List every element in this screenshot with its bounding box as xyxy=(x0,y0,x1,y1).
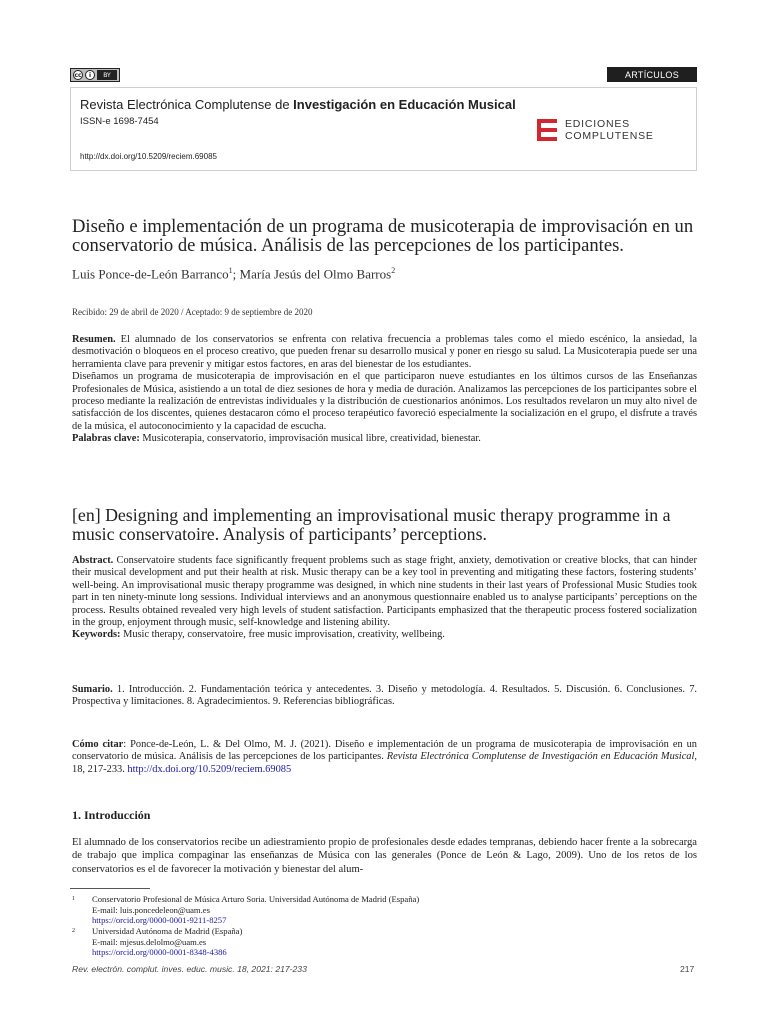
publisher-logo-icon xyxy=(537,119,557,141)
author-1: Luis Ponce-de-León Barranco xyxy=(72,266,229,282)
keywords-en: Keywords: Music therapy, conservatoire, free music improvisation, creativity, wellbeing. xyxy=(72,629,445,641)
author-1-footnote-mark[interactable]: 1 xyxy=(228,266,233,275)
abstract-en xyxy=(72,555,697,642)
cc-icon: cc xyxy=(74,71,82,79)
footnote-2-affiliation: Universidad Autónoma de Madrid (España) xyxy=(92,926,243,936)
cite-doi-link[interactable]: http://dx.doi.org/10.5209/reciem.69085 xyxy=(127,763,292,775)
article-authors: Luis Ponce-de-León Barranco$^1$; María Jesús del Olmo Barros$^2$ xyxy=(72,266,396,282)
footnote-1: 1 Conservatorio Profesional de Música Arturo Soria. Universidad Autónoma de Madrid (España) E-mail: luis.poncedeleon@uam.es https://orcid.org/0000-0001-9211-8257 xyxy=(72,894,420,926)
footer-citation: Rev. electrón. complut. inves. educ. music. 18, 2021: 217-233 xyxy=(72,964,307,974)
author-2: María Jesús del Olmo Barros xyxy=(239,266,392,282)
section-tag: ARTÍCULOS xyxy=(607,67,697,82)
footnote-2-email: E-mail: mjesus.delolmo@uam.es xyxy=(92,936,207,947)
page-number: 217 xyxy=(680,964,695,974)
journal-name: Revista Electrónica Complutense de Investigación en Educación Musical xyxy=(80,97,516,112)
footnote-1-orcid-link[interactable]: https://orcid.org/0000-0001-9211-8257 xyxy=(92,915,227,926)
intro-paragraph: El alumnado de los conservatorios recibe un adiestramiento propio de profesionales desde edades tempranas, debiendo hacer frente a la sobrecarga de trabajo que implica compaginar las enseñanzas de Música con las generales (Ponce de León & Lago, 2009). Uno de los retos de los conservatorios es el de favorecer la motivación y bienestar del alum- xyxy=(72,837,697,875)
article-title-es: Diseño e implementación de un programa de musicoterapia de improvisación en un conservatorio de música. Análisis de las percepciones de los participantes. xyxy=(72,216,694,256)
article-doi[interactable]: http://dx.doi.org/10.5209/reciem.69085 xyxy=(80,152,217,161)
author-2-footnote-mark[interactable]: 2 xyxy=(391,266,396,275)
license-type: BY xyxy=(97,70,117,80)
journal-header xyxy=(70,87,697,171)
keywords-es: Palabras clave: Musicoterapia, conservatorio, improvisación musical libre, creatividad, bienestar. xyxy=(72,433,481,445)
journal-issn: ISSN-e 1698-7454 xyxy=(80,116,159,127)
received-dates: Recibido: 29 de abril de 2020 / Aceptado: 9 de septiembre de 2020 xyxy=(72,307,313,317)
footnote-divider xyxy=(70,888,150,889)
footnote-2-orcid-link[interactable]: https://orcid.org/0000-0001-8348-4386 xyxy=(92,947,227,958)
publisher-name: EDICIONES COMPLUTENSE xyxy=(565,118,654,142)
resumen-paragraph-2: Diseñamos un programa de musicoterapia de improvisación en el que participaron nueve estudiantes en los últimos cursos de las Enseñanzas Profesionales de Música, asistiendo a un total de diez sesiones de hora y media de duración. Analizamos las percepciones de los participantes sobre el proceso mediante la realización de entrevistas individuales y la distribución de cuestionarios anónimos. Los resultados revelaron un muy alto nivel de satisfacción de los discentes, quienes destacaron cómo el proceso terapéutico favoreció especialmente la socialización en el grupo, el disfrute a través de la música, el autoconocimiento y la capacidad de escucha. xyxy=(72,371,697,432)
article-title-en: [en] Designing and implementing an improvisational music therapy programme in a music conservatoire. Analysis of participants’ perceptions. xyxy=(72,505,671,545)
abstract-es xyxy=(72,334,697,446)
resumen-paragraph-1: Resumen. El alumnado de los conservatorios se enfrenta con relativa frecuencia a problemas tales como el miedo escénico, la ansiedad, la desmotivación o bloqueos en el proceso creativo, que pueden frenar su desarrollo musical y poner en riesgo su salud. La Musicoterapia puede ser una herramienta clave para prevenir y mitigar estos factores, en aras del bienestar de los estudiantes. xyxy=(72,334,697,370)
footnote-2: 2 Universidad Autónoma de Madrid (España) E-mail: mjesus.delolmo@uam.es https://orcid.org/0000-0001-8348-4386 xyxy=(72,926,243,958)
section-heading: 1. Introducción xyxy=(72,808,151,822)
cc-license-badge[interactable] xyxy=(70,68,120,82)
abstract-paragraph: Abstract. Conservatoire students face significantly frequent problems such as stage fright, anxiety, demotivation or creative blocks, that can hinder their musical development and put their health at risk. Music therapy can be a key tool in preventing and mitigating these factors, fostering students’ well-being. An improvisational music therapy programme was designed, in which nine students in their last years of Professional Music Studies took part in ten ninety-minute long sessions. Individual interviews and an anonymous questionnaire enabled us to analyse participants’ perceptions on the process. Results obtained revealed very high levels of student satisfaction. Participants emphasized that the therapeutic process fostered socialization in the group, enjoyment through music, self-knowledge and listening ability. xyxy=(72,555,697,629)
attribution-icon: i xyxy=(85,70,95,80)
footnote-1-email: E-mail: luis.poncedeleon@uam.es xyxy=(92,904,210,915)
how-to-cite: Cómo citar: Ponce-de-León, L. & Del Olmo, M. J. (2021). Diseño e implementación de un programa de musicoterapia de improvisación en un conservatorio de música. Análisis de las percepciones de los participantes. Revista Electrónica Complutense de Investigación en Educación Musical, 18, 217-233. http://dx.doi.org/10.5209/reciem.69085 xyxy=(72,739,697,775)
table-of-contents: Sumario. 1. Introducción. 2. Fundamentación teórica y antecedentes. 3. Diseño y metodología. 4. Resultados. 5. Discusión. 6. Conclusiones. 7. Prospectiva y limitaciones. 8. Agradecimientos. 9. Referencias bibliográficas. xyxy=(72,684,697,708)
publisher-logo xyxy=(537,118,654,142)
footnote-1-affiliation: Conservatorio Profesional de Música Arturo Soria. Universidad Autónoma de Madrid (España) xyxy=(92,894,420,904)
